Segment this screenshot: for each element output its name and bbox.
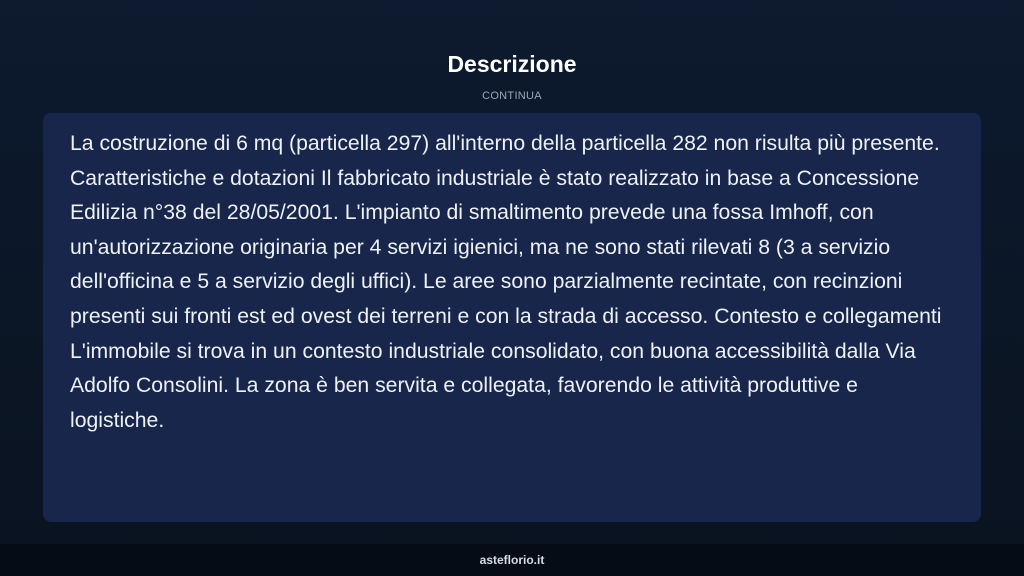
page-title: Descrizione	[447, 51, 577, 77]
footer-bar	[0, 544, 1024, 576]
description-text: La costruzione di 6 mq (particella 297) all'interno della particella 282 non risulta più presente. Caratteristiche e dotazioni Il fabbricato industriale è stato realizzato in base a Concessione Edilizia n°38 del 28/05/2001. L'impianto di smaltimento prevede una fossa Imhoff, con un'autorizzazione originaria per 4 servizi igienici, ma ne sono stati rilevati 8 (3 a servizio dell'officina e 5 a servizio degli uffici). Le aree sono parzialmente recintate, con recinzioni presenti sui fronti est ed ovest dei terreni e con la strada di accesso. Contesto e collegamenti L'immobile si trova in un contesto industriale consolidato, con buona accessibilità dalla Via Adolfo Consolini. La zona è ben servita e collegata, favorendo le attività produttive e logistiche.	[70, 132, 942, 432]
site-name: asteflorio.it	[479, 553, 545, 567]
page-subtitle: CONTINUA	[482, 90, 542, 102]
description-card	[43, 113, 981, 522]
